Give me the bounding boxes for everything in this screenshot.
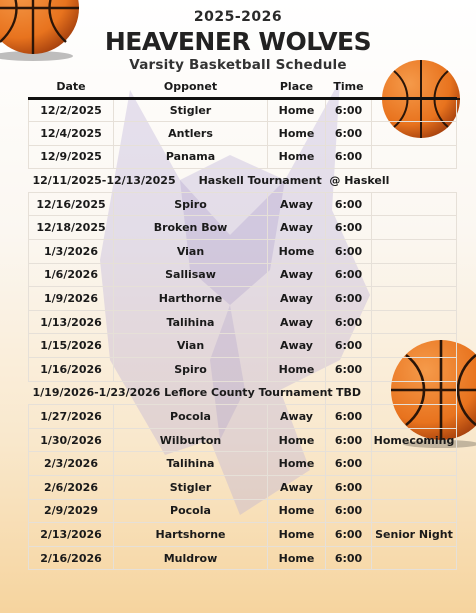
game-date: 1/16/2026	[29, 358, 114, 382]
game-note	[372, 546, 457, 570]
game-opponent: Antlers	[114, 122, 268, 146]
table-row	[29, 334, 457, 358]
table-row	[29, 263, 457, 287]
column-header-place: Place	[268, 76, 326, 98]
game-opponent: Harthorne	[114, 287, 268, 311]
game-note	[372, 499, 457, 523]
game-note	[372, 98, 457, 122]
table-row	[29, 122, 457, 146]
table-header-row	[29, 76, 457, 98]
schedule-subtitle: Varsity Basketball Schedule	[129, 57, 347, 73]
game-opponent: Pocola	[114, 405, 268, 429]
game-time: 6:00	[326, 98, 372, 122]
game-time: 6:00	[326, 216, 372, 240]
game-note: Homecoming	[372, 428, 457, 452]
game-date: 2/13/2026	[29, 523, 114, 547]
game-date: 1/13/2026	[29, 310, 114, 334]
table-row	[29, 476, 457, 500]
game-place: Home	[268, 523, 326, 547]
game-opponent: Broken Bow	[114, 216, 268, 240]
game-time: 6:00	[326, 192, 372, 216]
game-note	[372, 334, 457, 358]
game-place: Away	[268, 310, 326, 334]
game-date: 1/3/2026	[29, 240, 114, 264]
table-row	[29, 310, 457, 334]
game-time: 6:00	[326, 428, 372, 452]
column-header-opponent: Opponet	[114, 76, 268, 98]
game-date: 12/4/2025	[29, 122, 114, 146]
game-opponent: Stigler	[114, 98, 268, 122]
game-note	[372, 358, 457, 382]
game-opponent: Panama	[114, 145, 268, 169]
tournament-leflore: 1/19/2026-1/23/2026 Leflore County Tournament	[29, 381, 326, 405]
game-place: Home	[268, 546, 326, 570]
table-row	[29, 405, 457, 429]
game-place: Away	[268, 263, 326, 287]
column-header-note	[372, 76, 457, 98]
game-note	[372, 452, 457, 476]
game-note	[372, 287, 457, 311]
game-date: 12/18/2025	[29, 216, 114, 240]
game-note	[372, 145, 457, 169]
game-date: 1/6/2026	[29, 263, 114, 287]
table-row	[29, 98, 457, 122]
game-time: 6:00	[326, 452, 372, 476]
game-opponent: Sallisaw	[114, 263, 268, 287]
game-place: Away	[268, 216, 326, 240]
game-place: Away	[268, 287, 326, 311]
game-time: 6:00	[326, 240, 372, 264]
game-date: 2/6/2026	[29, 476, 114, 500]
game-place: Home	[268, 452, 326, 476]
game-time: 6:00	[326, 263, 372, 287]
game-place: Home	[268, 122, 326, 146]
tournament-row	[29, 169, 457, 193]
game-date: 1/27/2026	[29, 405, 114, 429]
game-opponent: Hartshorne	[114, 523, 268, 547]
game-time: 6:00	[326, 358, 372, 382]
game-date: 2/9/2029	[29, 499, 114, 523]
game-opponent: Wilburton	[114, 428, 268, 452]
game-time: 6:00	[326, 145, 372, 169]
game-note: Senior Night	[372, 523, 457, 547]
tournament-row	[29, 381, 457, 405]
game-note	[372, 240, 457, 264]
table-row	[29, 523, 457, 547]
table-row	[29, 287, 457, 311]
game-note	[372, 263, 457, 287]
season-title: 2025-2026	[193, 9, 283, 25]
game-place: Home	[268, 499, 326, 523]
game-time: 6:00	[326, 334, 372, 358]
tournament-haskell: 12/11/2025-12/13/2025 Haskell Tournament @ Haskell	[29, 169, 457, 193]
game-place: Home	[268, 145, 326, 169]
game-opponent: Spiro	[114, 192, 268, 216]
game-date: 1/30/2026	[29, 428, 114, 452]
table-row	[29, 546, 457, 570]
game-opponent: Vian	[114, 334, 268, 358]
game-opponent: Muldrow	[114, 546, 268, 570]
game-opponent: Talihina	[114, 310, 268, 334]
schedule-header	[0, 8, 476, 74]
game-date: 12/16/2025	[29, 192, 114, 216]
table-row	[29, 192, 457, 216]
game-time: 6:00	[326, 523, 372, 547]
game-note	[372, 405, 457, 429]
game-note	[372, 216, 457, 240]
game-date: 2/16/2026	[29, 546, 114, 570]
table-row	[29, 428, 457, 452]
game-place: Home	[268, 428, 326, 452]
team-name: HEAVENER WOLVES	[104, 27, 372, 56]
game-date: 1/15/2026	[29, 334, 114, 358]
table-row	[29, 216, 457, 240]
game-place: Home	[268, 358, 326, 382]
game-place: Away	[268, 192, 326, 216]
game-time: 6:00	[326, 122, 372, 146]
game-note	[372, 310, 457, 334]
game-opponent: Stigler	[114, 476, 268, 500]
game-date: 12/9/2025	[29, 145, 114, 169]
game-note	[372, 476, 457, 500]
game-opponent: Talihina	[114, 452, 268, 476]
table-row	[29, 240, 457, 264]
game-place: Away	[268, 334, 326, 358]
table-row	[29, 145, 457, 169]
game-note	[372, 192, 457, 216]
game-place: Away	[268, 476, 326, 500]
game-note	[372, 122, 457, 146]
game-time: 6:00	[326, 310, 372, 334]
game-date: 12/2/2025	[29, 98, 114, 122]
game-date: 1/9/2026	[29, 287, 114, 311]
game-time: 6:00	[326, 546, 372, 570]
game-time: 6:00	[326, 287, 372, 311]
game-date: 2/3/2026	[29, 452, 114, 476]
table-row	[29, 499, 457, 523]
game-time: 6:00	[326, 405, 372, 429]
tournament-time: TBD	[326, 381, 372, 405]
column-header-time: Time	[326, 76, 372, 98]
table-row	[29, 358, 457, 382]
game-time: 6:00	[326, 499, 372, 523]
game-time: 6:00	[326, 476, 372, 500]
table-row	[29, 452, 457, 476]
game-opponent: Vian	[114, 240, 268, 264]
game-place: Home	[268, 98, 326, 122]
game-place: Home	[268, 240, 326, 264]
game-place: Away	[268, 405, 326, 429]
game-opponent: Spiro	[114, 358, 268, 382]
game-opponent: Pocola	[114, 499, 268, 523]
column-header-date: Date	[29, 76, 114, 98]
schedule-table	[28, 76, 457, 570]
